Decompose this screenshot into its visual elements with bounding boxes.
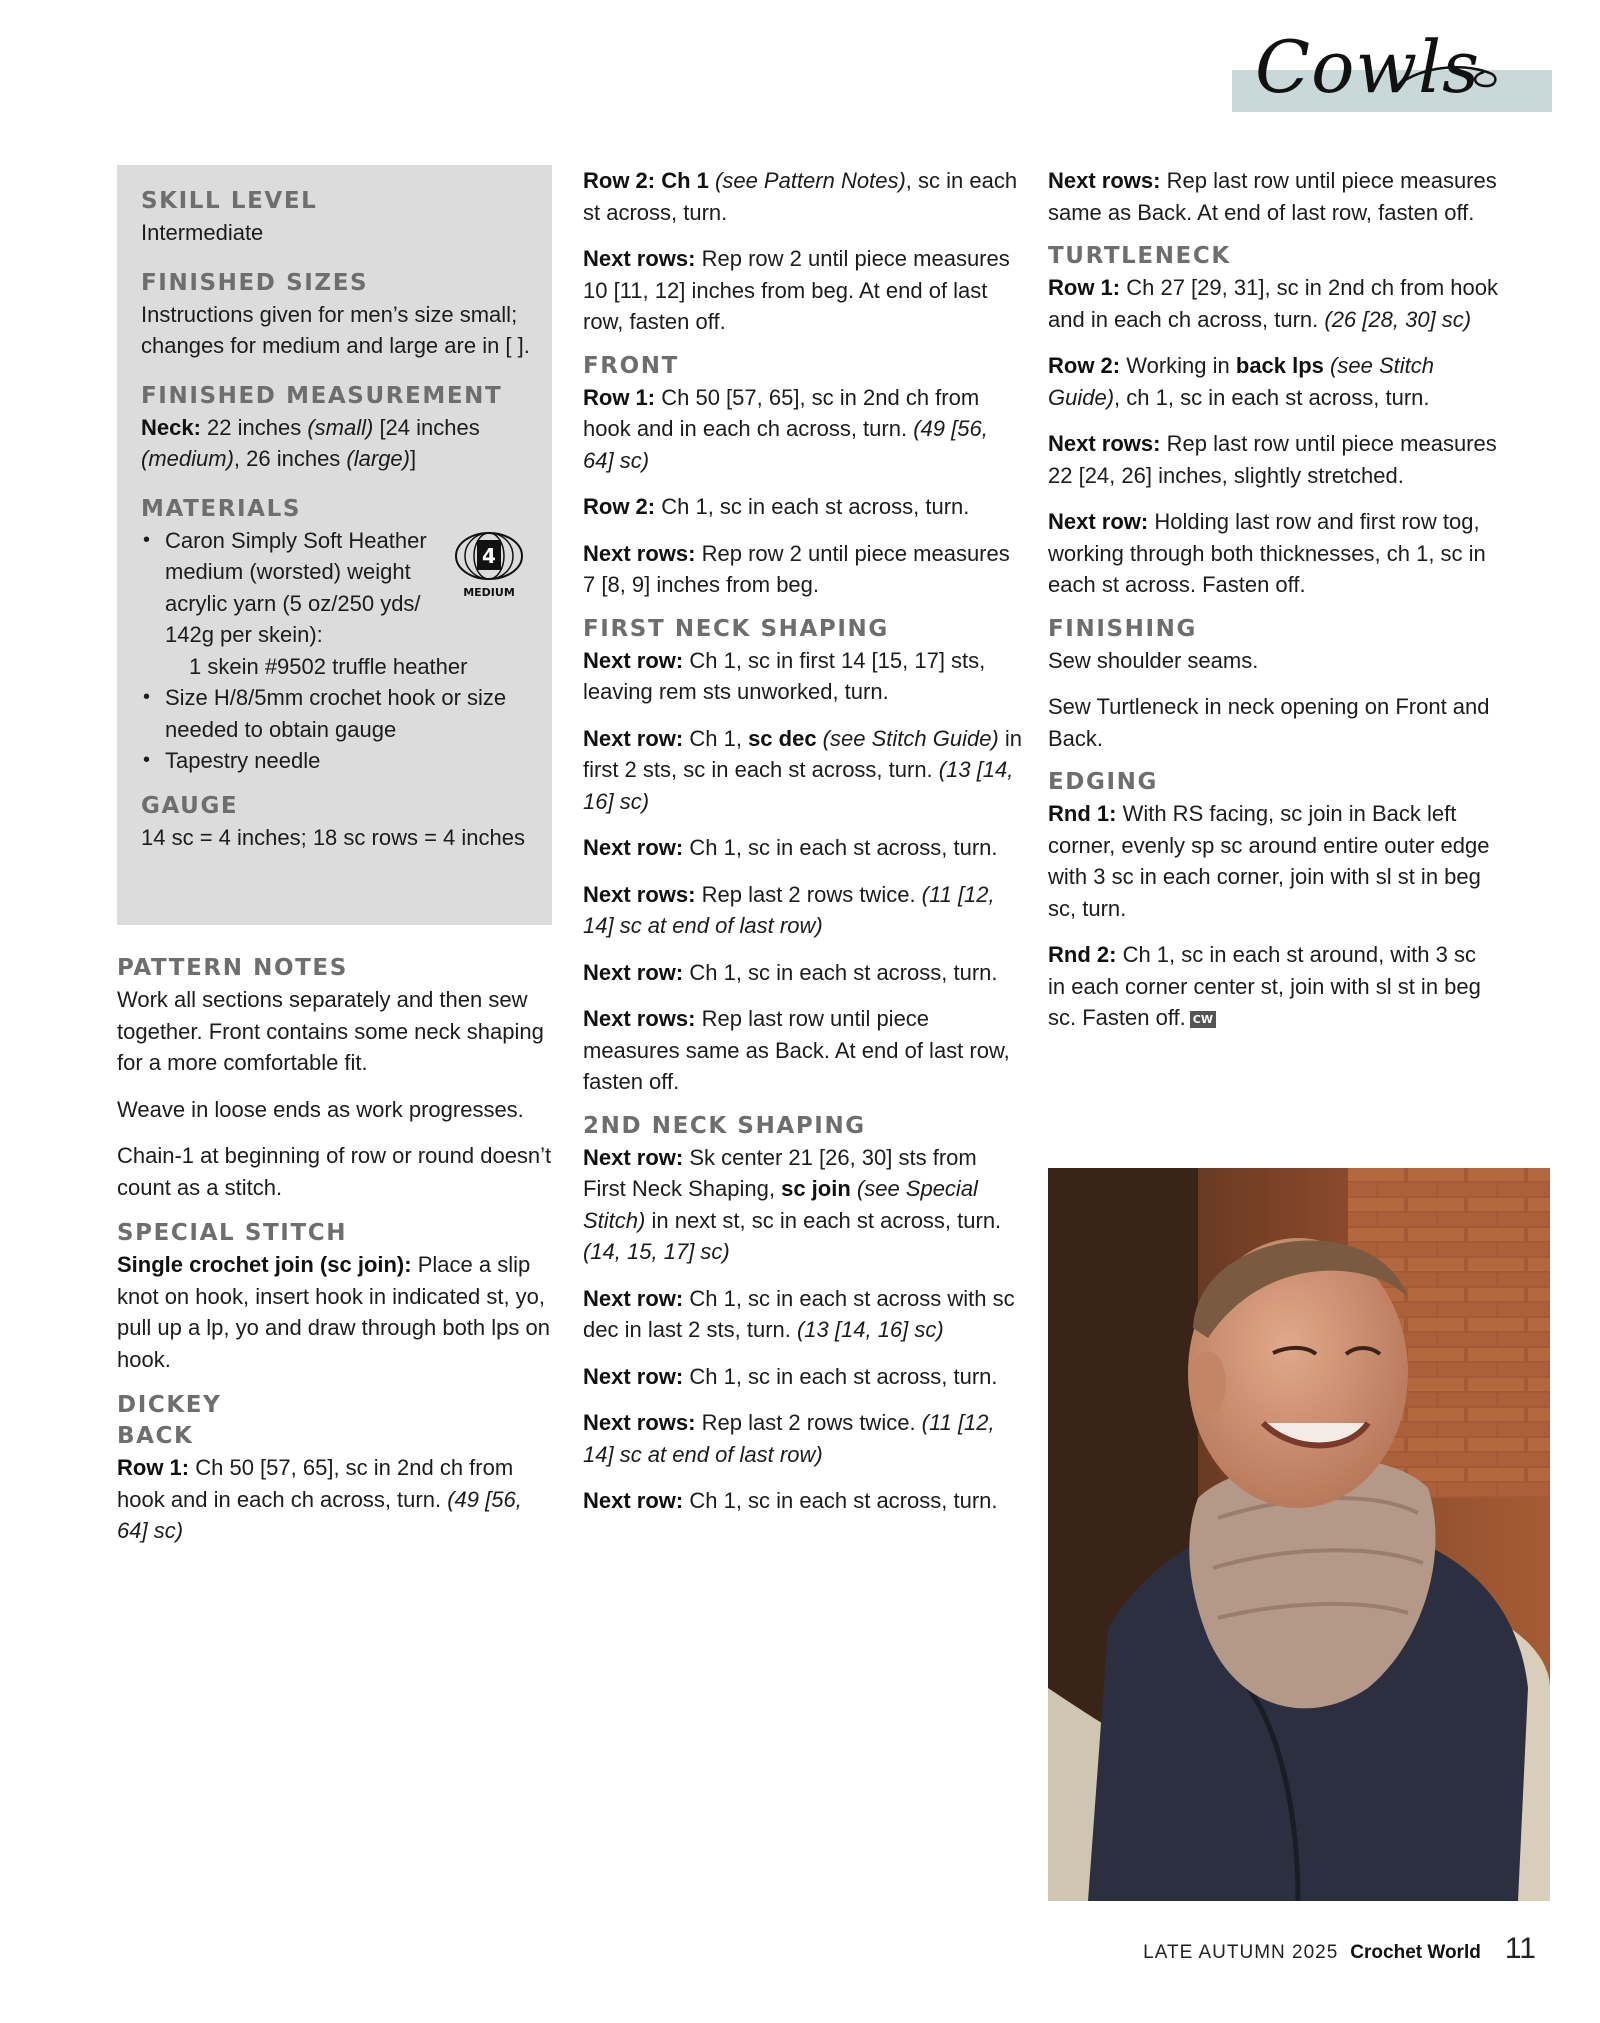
second-neck-heading: 2ND NECK SHAPING [583, 1112, 866, 1139]
section-title: Cowls [1255, 25, 1481, 109]
front-row-1: Row 1: Ch 50 [57, 65], sc in 2nd ch from hook and in each ch across, turn. (49 [56, 64] sc) [583, 384, 988, 473]
turtleneck-row: Row 2: Working in back lps (see Stitch Guide), ch 1, sc in each st across, turn. [1048, 353, 1434, 410]
material-item: • Caron Simply Soft Heather medium (worsted) weight acrylic yarn (5 oz/250 yds/ 142g per skein): 1 skein #9502 truffle heather [141, 525, 541, 683]
turtleneck-heading: TURTLENECK [1048, 243, 1231, 269]
model-photo [1048, 1168, 1550, 1901]
sidebar-content [141, 186, 541, 853]
middle-column [583, 165, 1023, 1517]
front-row-2: Row 2: Ch 1, sc in each st across, turn. [583, 494, 970, 519]
page-footer [1143, 1932, 1536, 1972]
yarn-weight-label: MEDIUM [463, 585, 515, 599]
skill-level-heading: SKILL LEVEL [141, 188, 318, 214]
front-heading: FRONT [583, 352, 679, 379]
finished-sizes-heading: FINISHED SIZES [141, 269, 369, 296]
skill-level-value: Intermediate [141, 220, 264, 245]
finished-measurement-heading: FINISHED MEASUREMENT [141, 382, 503, 409]
finished-sizes-text: Instructions given for men’s size small; changes for medium and large are in [ ]. [141, 301, 530, 358]
magazine-name: Crochet World [1350, 1942, 1481, 1963]
back-next-rows: Next rows: Rep row 2 until piece measures 10 [11, 12] inches from beg. At end of last row, fasten off. [583, 246, 1010, 334]
back-heading: BACK [117, 1423, 194, 1449]
edging-round: Rnd 1: With RS facing, sc join in Back left corner, evenly sp sc around entire outer edge with 3 sc in each corner, join with sl st in beg sc, turn. [1048, 801, 1490, 921]
material-item: • Size H/8/5mm crochet hook or size needed to obtain gauge [141, 682, 541, 745]
back-row-1: Row 1: Ch 50 [57, 65], sc in 2nd ch from hook and in each ch across, turn. (49 [56, 64] sc) [117, 1455, 522, 1543]
second-neck-row: Next row: Ch 1, sc in each st across, turn. [583, 1488, 998, 1513]
edging-heading: EDGING [1048, 769, 1158, 795]
pattern-note: Weave in loose ends as work progresses. [117, 1096, 524, 1122]
second-neck-row: Next row: Sk center 21 [26, 30] sts from First Neck Shaping, sc join (see Special Stitch) in next st, sc in each st across, turn. (14, 15, 17] sc) [583, 1144, 1002, 1264]
materials-section [141, 494, 541, 777]
first-neck-row: Next row: Ch 1, sc in first 14 [15, 17] sts, leaving rem sts unworked, turn. [583, 647, 986, 704]
finishing-step: Sew shoulder seams. [1048, 647, 1259, 673]
finishing-heading: FINISHING [1048, 615, 1197, 642]
first-neck-row: Next row: Ch 1, sc in each st across, turn. [583, 959, 998, 985]
turtleneck-row: Row 1: Ch 27 [29, 31], sc in 2nd ch from hook and in each ch across, turn. (26 [28, 30] sc) [1048, 275, 1499, 332]
turtleneck-row: Next row: Holding last row and first row tog, working through both thicknesses, ch 1, sc in each st across. Fasten off. [1048, 509, 1486, 597]
second-neck-row: Next rows: Rep last 2 rows twice. (11 [12, 14] sc at end of last row) [583, 1410, 995, 1467]
page-number: 11 [1504, 1932, 1536, 1965]
back-row-2: Row 2: Ch 1 (see Pattern Notes), sc in each st across, turn. [583, 168, 1018, 225]
pattern-note: Work all sections separately and then sew together. Front contains some neck shaping for a more comfortable fit. [117, 987, 544, 1075]
pattern-note: Chain-1 at beginning of row or round doesn’t count as a stitch. [117, 1143, 552, 1200]
material-item: • Tapestry needle [141, 745, 541, 777]
special-stitch-heading: SPECIAL STITCH [117, 1220, 348, 1246]
gauge-text: 14 sc = 4 inches; 18 sc rows = 4 inches [141, 824, 525, 850]
yarn-weight-number: 4 [482, 543, 496, 568]
finished-measurement-text: Neck: 22 inches (small) [24 inches (medium), 26 inches (large)] [141, 414, 480, 471]
first-neck-row: Next row: Ch 1, sc dec (see Stitch Guide) in first 2 sts, sc in each st across, turn. (13 [14, 16] sc) [583, 725, 1022, 814]
special-stitch-text: Single crochet join (sc join): Place a slip knot on hook, insert hook in indicated st, yo, pull up a lp, yo and draw through both lps on hook. [117, 1252, 550, 1372]
title-swash-icon [1400, 60, 1500, 100]
first-neck-row: Next row: Ch 1, sc in each st across, turn. [583, 835, 998, 860]
first-neck-heading: FIRST NECK SHAPING [583, 615, 889, 642]
second-neck-row: Next row: Ch 1, sc in each st across, turn. [583, 1363, 998, 1389]
issue-label: LATE AUTUMN 2025 [1143, 1942, 1339, 1963]
materials-heading: MATERIALS [141, 495, 301, 522]
end-of-pattern-badge: CW [1190, 1011, 1216, 1028]
edging-round: Rnd 2: Ch 1, sc in each st around, with 3 sc in each corner center st, join with sl st in beg sc. Fasten off. CW [1048, 942, 1481, 1030]
left-column [117, 953, 557, 1547]
first-neck-row: Next rows: Rep last 2 rows twice. (11 [12, 14] sc at end of last row) [583, 881, 995, 938]
second-neck-row: Next row: Ch 1, sc in each st across with sc dec in last 2 sts, turn. (13 [14, 16] sc) [583, 1285, 1015, 1342]
pattern-notes-heading: PATTERN NOTES [117, 955, 348, 981]
second-neck-row: Next rows: Rep last row until piece measures same as Back. At end of last row, fasten off. [1048, 168, 1497, 225]
turtleneck-row: Next rows: Rep last row until piece measures 22 [24, 26] inches, slightly stretched. [1048, 431, 1497, 488]
finishing-step: Sew Turtleneck in neck opening on Front and Back. [1048, 694, 1490, 751]
front-next-rows: Next rows: Rep row 2 until piece measures 7 [8, 9] inches from beg. [583, 540, 1010, 597]
right-column [1048, 165, 1498, 1034]
first-neck-row: Next rows: Rep last row until piece measures same as Back. At end of last row, fasten off. [583, 1006, 1010, 1094]
dickey-heading: DICKEY [117, 1392, 222, 1418]
gauge-heading: GAUGE [141, 792, 239, 819]
